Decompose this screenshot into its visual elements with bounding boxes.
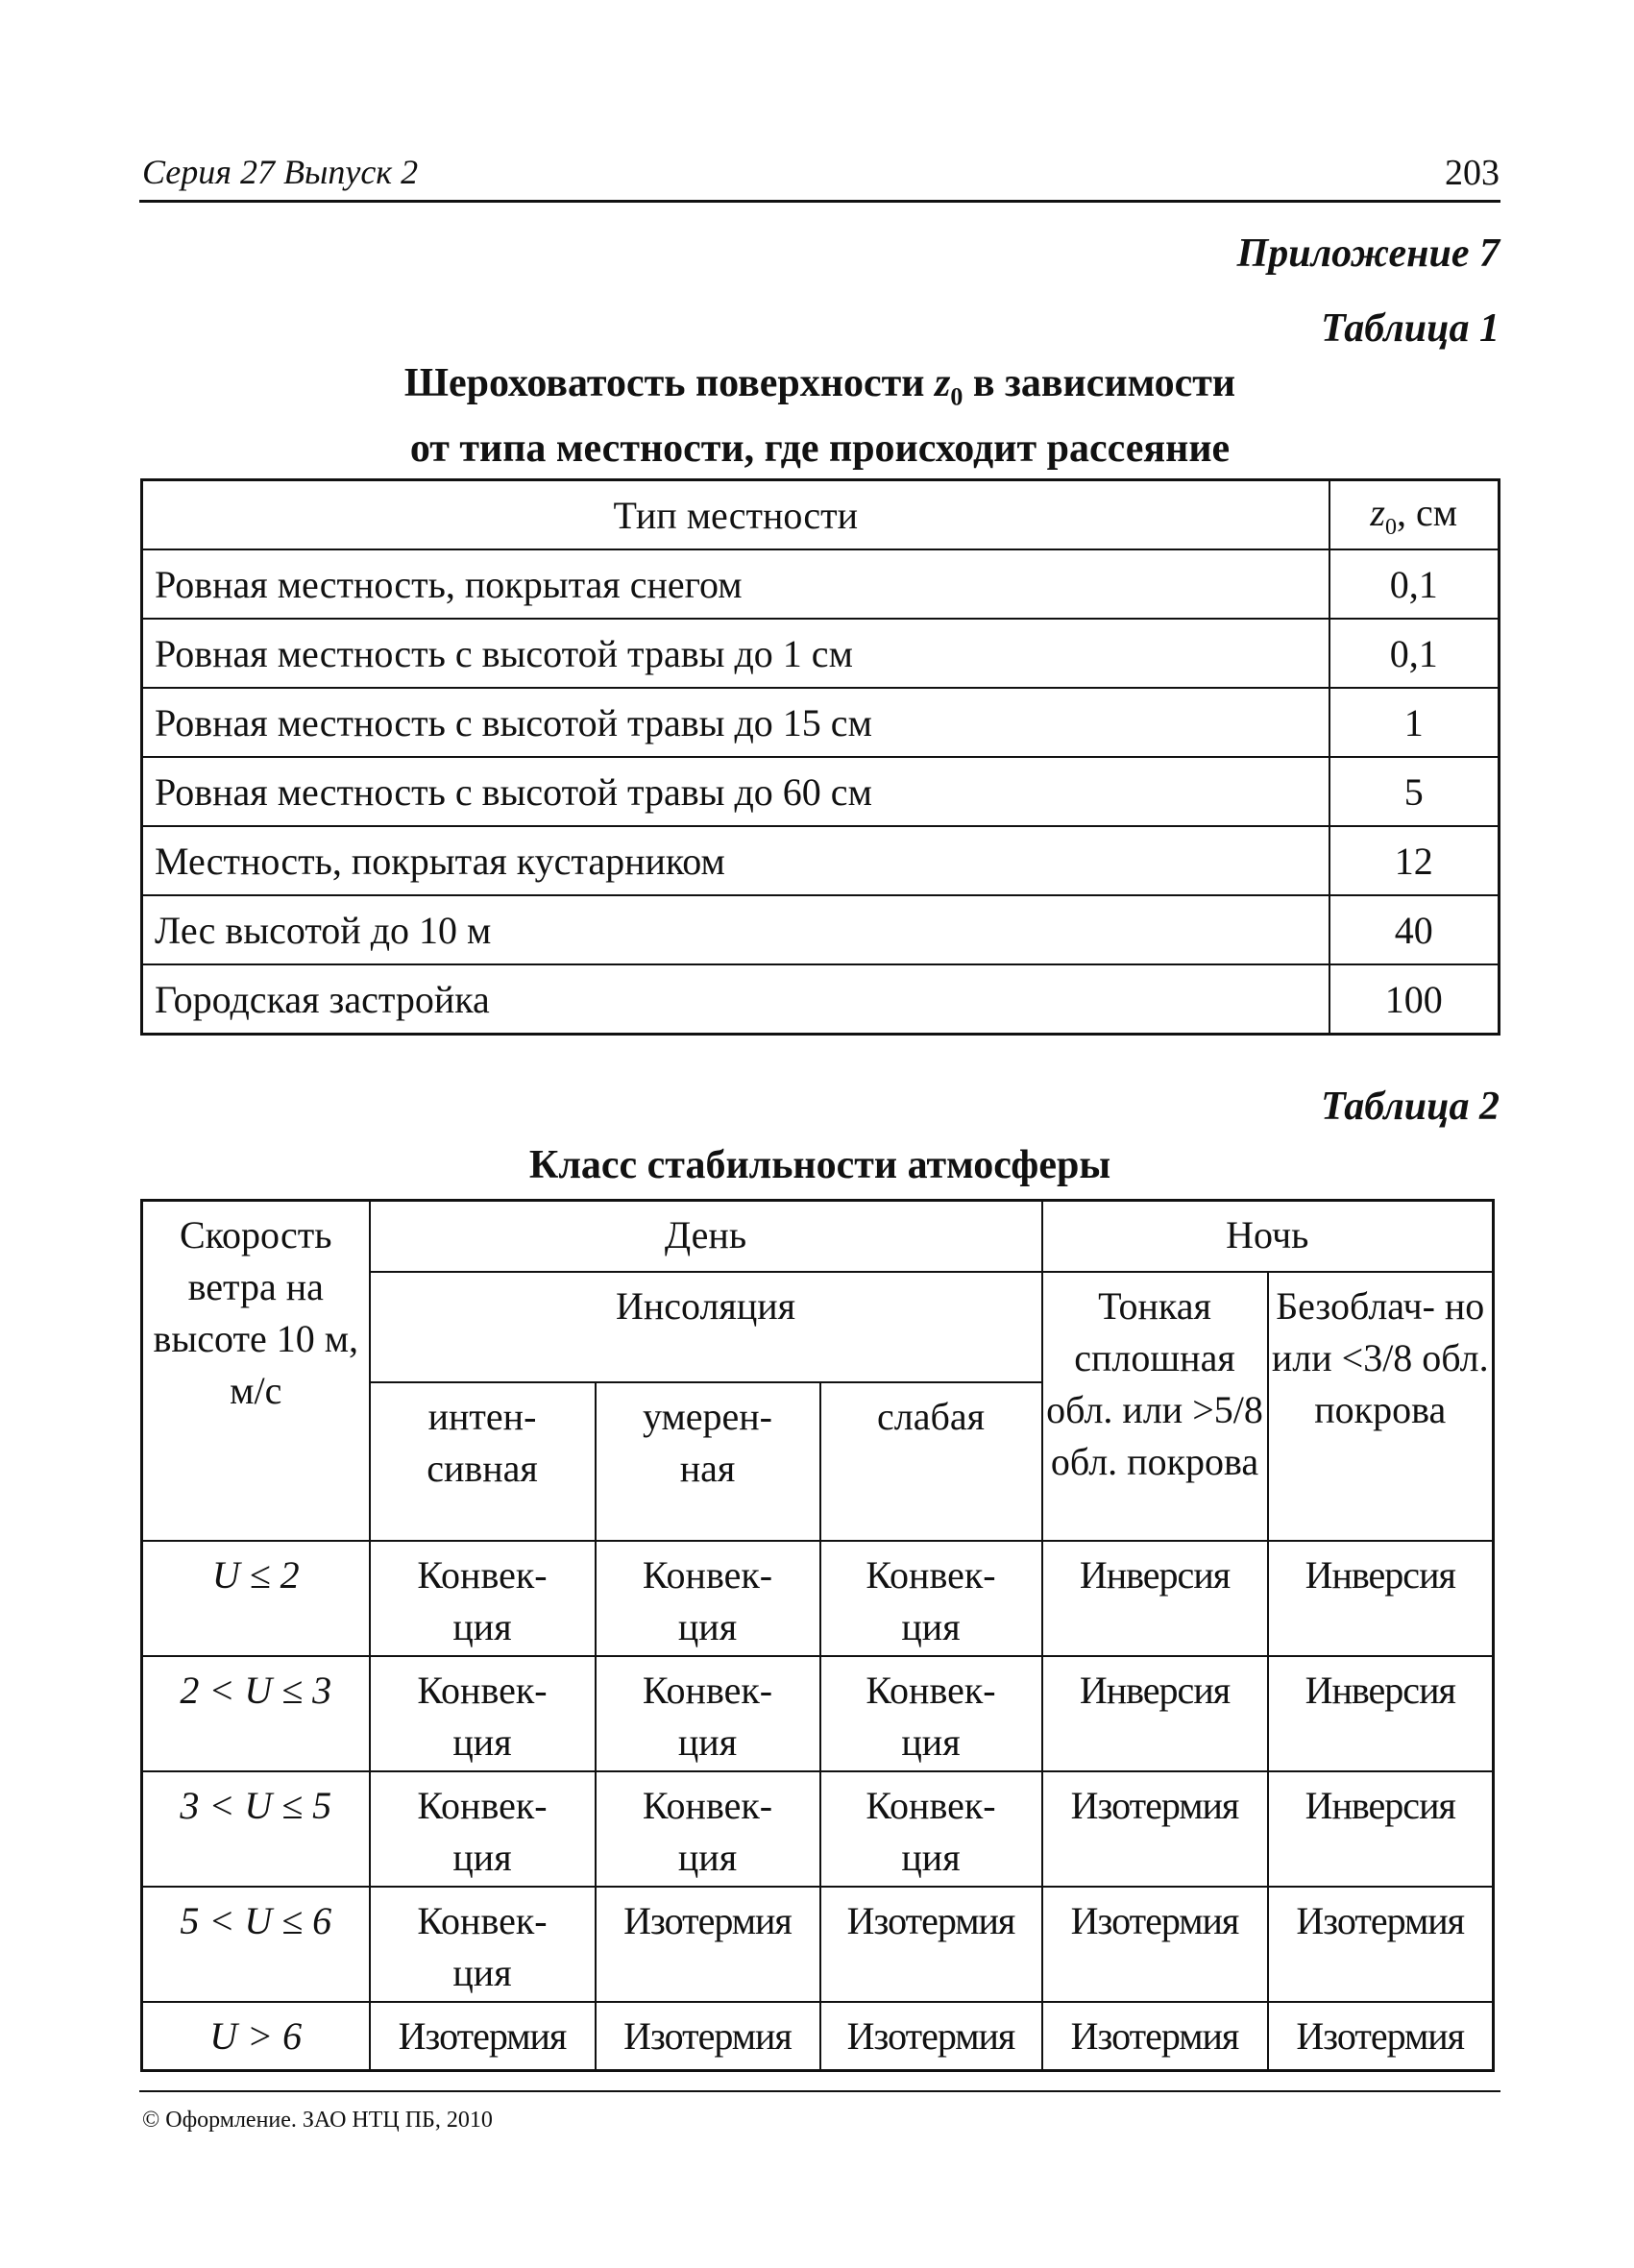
stability-class: Изотермия	[820, 2002, 1042, 2071]
header-weak: слабая	[820, 1382, 1042, 1541]
wind-speed: 5 < U ≤ 6	[142, 1887, 370, 2002]
header-rule	[139, 200, 1500, 203]
title-text: от типа местности, где происходит рассеяние	[409, 427, 1231, 472]
terrain-type: Ровная местность, покрытая снегом	[142, 549, 1329, 619]
z0-value: 1	[1329, 688, 1500, 757]
table-row	[142, 1771, 1494, 1887]
stability-class: Изотермия	[1042, 1771, 1268, 1887]
stability-class: Конвек- ция	[370, 1887, 596, 2002]
stability-class: Конвек- ция	[820, 1771, 1042, 1887]
header-night: Ночь	[1042, 1201, 1494, 1272]
wind-speed: 3 < U ≤ 5	[142, 1771, 370, 1887]
stability-class: Инверсия	[1268, 1656, 1494, 1771]
wind-speed: U > 6	[142, 2002, 370, 2071]
stability-class: Конвек- ция	[820, 1656, 1042, 1771]
stability-table	[140, 1199, 1495, 2072]
header-thin-cloud: Тонкая сплошная обл. или >5/8 обл. покрова	[1042, 1272, 1268, 1541]
stability-class: Изотермия	[1042, 1887, 1268, 2002]
stability-class: Конвек- ция	[370, 1771, 596, 1887]
title-sub: 0	[950, 382, 963, 411]
table-row	[142, 688, 1500, 757]
table-row	[142, 619, 1500, 688]
z0-value: 40	[1329, 895, 1500, 964]
stability-class: Конвек- ция	[596, 1541, 820, 1656]
header-insolation: Инсоляция	[370, 1272, 1042, 1382]
table-row	[142, 895, 1500, 964]
stability-class: Инверсия	[1042, 1656, 1268, 1771]
stability-class: Изотермия	[596, 1887, 820, 2002]
header-moderate: умерен- ная	[596, 1382, 820, 1541]
table-row	[142, 2002, 1494, 2071]
z0-value: 100	[1329, 964, 1500, 1035]
table-row	[142, 549, 1500, 619]
terrain-type: Ровная местность с высотой травы до 1 см	[142, 619, 1329, 688]
stability-class: Изотермия	[596, 2002, 820, 2071]
title-text: в зависимости	[963, 361, 1236, 405]
header-type: Тип местности	[142, 480, 1329, 550]
stability-class: Инверсия	[1268, 1771, 1494, 1887]
table-row	[142, 757, 1500, 826]
table-row	[142, 1887, 1494, 2002]
table1-title	[139, 357, 1500, 475]
title-z: z	[934, 361, 951, 405]
page-number: 203	[1445, 153, 1500, 193]
header-intense: интен- сивная	[370, 1382, 596, 1541]
terrain-type: Лес высотой до 10 м	[142, 895, 1329, 964]
stability-class: Изотермия	[1268, 2002, 1494, 2071]
header-day: День	[370, 1201, 1042, 1272]
terrain-type: Ровная местность с высотой травы до 15 см	[142, 688, 1329, 757]
wind-speed: 2 < U ≤ 3	[142, 1656, 370, 1771]
z0-value: 5	[1329, 757, 1500, 826]
terrain-type: Городская застройка	[142, 964, 1329, 1035]
footer-rule	[139, 2090, 1500, 2092]
table-row	[142, 1541, 1494, 1656]
table2-title: Класс стабильности атмосферы	[528, 1143, 1111, 1187]
wind-speed: U ≤ 2	[142, 1541, 370, 1656]
stability-class: Изотермия	[1268, 1887, 1494, 2002]
unit: , см	[1397, 490, 1458, 534]
header-wind: Скорость ветра на высоте 10 м, м/с	[142, 1201, 370, 1541]
table-row	[142, 1656, 1494, 1771]
stability-class: Конвек- ция	[370, 1541, 596, 1656]
stability-class: Конвек- ция	[370, 1656, 596, 1771]
header-clear: Безоблач- но или <3/8 обл. покрова	[1268, 1272, 1494, 1541]
appendix-label: Приложение 7	[1236, 232, 1500, 276]
z-symbol: z	[1370, 490, 1385, 534]
stability-class: Изотермия	[820, 1887, 1042, 2002]
z0-value: 0,1	[1329, 549, 1500, 619]
stability-class: Конвек- ция	[820, 1541, 1042, 1656]
stability-class: Инверсия	[1042, 1541, 1268, 1656]
z-sub: 0	[1385, 514, 1397, 540]
table1-label: Таблица 1	[1321, 306, 1500, 351]
z0-value: 12	[1329, 826, 1500, 895]
z0-value: 0,1	[1329, 619, 1500, 688]
stability-class: Конвек- ция	[596, 1656, 820, 1771]
terrain-type: Ровная местность с высотой травы до 60 см	[142, 757, 1329, 826]
stability-class: Изотермия	[1042, 2002, 1268, 2071]
footer-copyright: © Оформление. ЗАО НТЦ ПБ, 2010	[142, 2108, 493, 2133]
table-row	[142, 826, 1500, 895]
table-header-row	[142, 480, 1500, 550]
stability-class: Изотермия	[370, 2002, 596, 2071]
table-row	[142, 964, 1500, 1035]
terrain-type: Местность, покрытая кустарником	[142, 826, 1329, 895]
title-text: Шероховатость поверхности	[403, 361, 935, 405]
stability-class: Конвек- ция	[596, 1771, 820, 1887]
running-header-series: Серия 27 Выпуск 2	[142, 153, 419, 191]
roughness-table	[140, 478, 1500, 1036]
table2-label: Таблица 2	[1321, 1085, 1500, 1129]
stability-class: Инверсия	[1268, 1541, 1494, 1656]
header-z0	[1329, 480, 1500, 550]
